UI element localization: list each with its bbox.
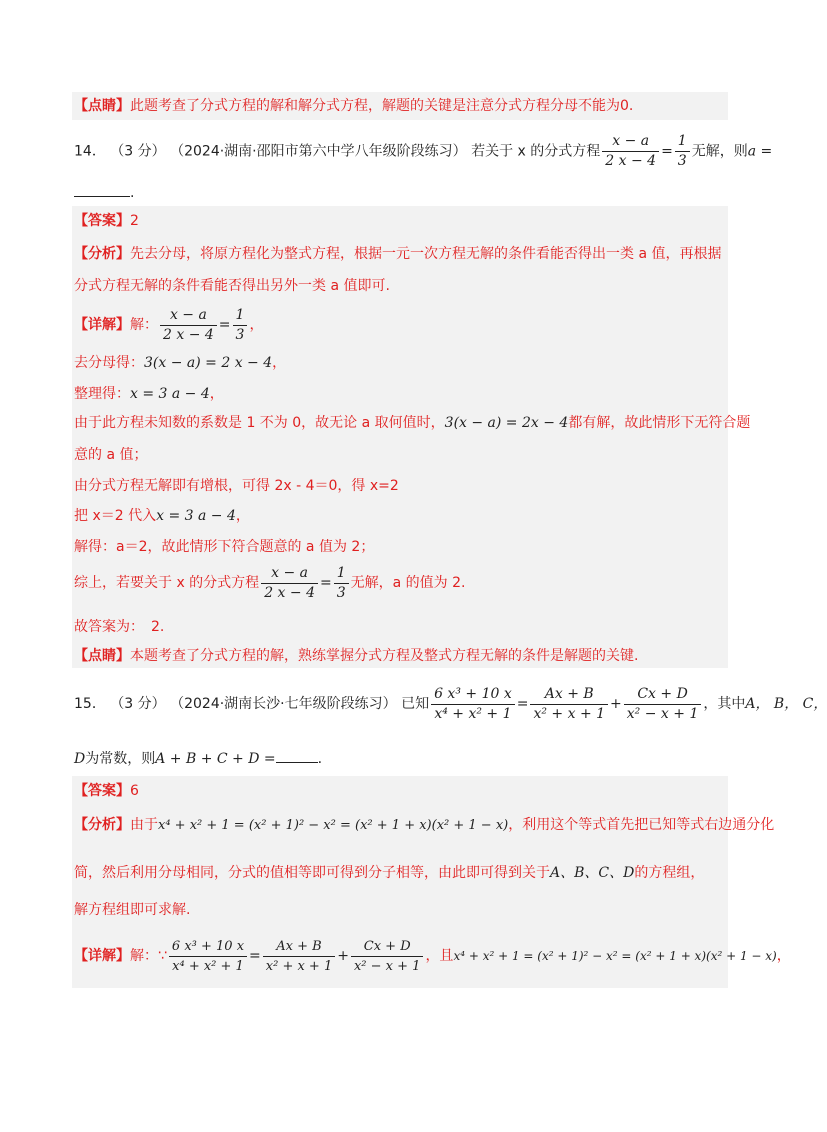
- step-text: 都有解，故此情形下无符合题: [568, 415, 751, 431]
- analysis-text: 由于: [130, 817, 158, 833]
- analysis-tag: 【分析】: [74, 246, 130, 262]
- q14-answer-line: [74, 210, 139, 232]
- q14-step2: 整理得：x = 3 a − 4，: [74, 386, 224, 402]
- q14-stem-line2: [74, 182, 134, 204]
- variables: A、B、C、D: [550, 865, 635, 881]
- q14-detail-line: 【详解】解： $\frac{x - a}{2 x - 4}$ = $\frac{1}{3}$ ，: [74, 306, 264, 343]
- comment-text: 此题考查了分式方程的解和解分式方程，解题的关键是注意分式方程分母不能为0.: [130, 98, 634, 114]
- q15-analysis-line1: [74, 812, 774, 839]
- detail-tag: 【详解】: [74, 948, 130, 964]
- analysis-text: ，利用这个等式首先把已知等式右边通分化: [508, 817, 775, 833]
- q15-answer-line: [74, 780, 139, 802]
- question-number: 15．: [74, 696, 106, 712]
- question-score: （3 分）: [110, 143, 166, 160]
- question-score: （3 分）: [110, 696, 166, 712]
- fraction-3: $\frac{Cx + D}{\text{x² − x + 1}}$: [351, 937, 423, 976]
- q14-step1: 去分母得：3(x − a) = 2 x − 4，: [74, 355, 287, 371]
- fraction-2: $\frac{Ax + B}{\text{x² + x + 1}}$: [263, 937, 335, 976]
- fraction-3: $\frac{Cx + D}{\text{x² − x + 1}}$: [624, 685, 702, 724]
- step-equation: 3(x − a) = 2 x − 4: [144, 355, 273, 371]
- q15-detail-line: 【详解】解：∵ $\frac{\text{6 x³ + 10 x}}{\text{x⁴ + x² + 1}}$ = $\frac{Ax + B}{\text{x² + x + 1}}$ + $\frac{Cx + D}{\text{x² − x + 1}}$ ，且x⁴ + x² + 1 = (x² + 1)² − x² = (x² + 1 + x)(x² + 1 − x)，: [74, 938, 791, 974]
- period: .: [130, 185, 135, 201]
- equation-fraction-lhs: $\frac{x - a}{2 x - 4}$: [160, 306, 217, 345]
- detail-intro: 解：∵: [130, 948, 167, 964]
- question-stem-text: ，其中: [703, 696, 746, 712]
- q14-conclusion: 综上，若要关于 x 的分式方程 $\frac{x - a}{2 x - 4}$ = $\frac{1}{3}$ 无解，a 的值为 2.: [74, 564, 466, 601]
- analysis-text: 先去分母，将原方程化为整式方程，根据一元一次方程无解的条件看能否得出一类 a 值，再根据: [130, 246, 722, 262]
- step-equation: 3(x − a) = 2x − 4: [444, 415, 569, 431]
- analysis-tag: 【分析】: [74, 817, 130, 833]
- step-label: 去分母得：: [74, 355, 144, 371]
- q15-stem-line2: D为常数，则A + B + C + D = .: [74, 748, 322, 770]
- q14-step3-line2: 意的 a 值；: [74, 447, 148, 463]
- equation-fraction-lhs: $\frac{x - a}{2 x - 4}$: [602, 132, 659, 171]
- q14-analysis-line1: [74, 243, 721, 265]
- answer-value: 6: [130, 783, 139, 799]
- q14-step5: 把 x＝2 代入x = 3 a − 4，: [74, 508, 250, 524]
- q15-analysis-line2: [74, 862, 704, 884]
- q14-comment: [74, 645, 638, 667]
- question-stem-text: 无解，则: [691, 143, 748, 160]
- identity-expression: x⁴ + x² + 1 = (x² + 1)² − x² = (x² + 1 + x)(x² + 1 − x): [453, 949, 777, 963]
- identity-expression: x⁴ + x² + 1 = (x² + 1)² − x² = (x² + 1 + x)(x² + 1 − x): [158, 818, 509, 833]
- q15-stem-line1: 15． （3 分） （2024·湖南长沙·七年级阶段练习） 已知 $\frac{\text{6 x³ + 10 x}}{\text{x⁴ + x² + 1}}$ = $\frac{Ax + B}{\text{x² + x + 1}}$ + $\frac{Cx + D}{\text{x² − x + 1}}$ ，其中A， B， C，: [74, 685, 827, 722]
- detail-intro: 解：: [130, 317, 158, 333]
- prev-comment-line: [74, 95, 633, 117]
- fraction-1: $\frac{\text{6 x³ + 10 x}}{\text{x⁴ + x² + 1}}$: [431, 685, 515, 724]
- step-text: 由于此方程未知数的系数是 1 不为 0，故无论 a 取何值时，: [74, 415, 445, 431]
- equation-fraction-rhs: $\frac{1}{3}$: [675, 132, 690, 171]
- step-equation: x = 3 a − 4: [130, 386, 210, 402]
- conclusion-text: 综上，若要关于 x 的分式方程: [74, 575, 260, 591]
- detail-tag: 【详解】: [74, 317, 130, 333]
- q14-final-answer: 故答案为： 2.: [74, 619, 165, 635]
- q14-step6: 解得：a＝2，故此情形下符合题意的 a 值为 2；: [74, 539, 375, 555]
- step-text: 把 x＝2 代入: [74, 508, 157, 524]
- answer-blank: [276, 748, 318, 763]
- comment-text: 本题考查了分式方程的解，熟练掌握分式方程及整式方程无解的条件是解题的关键.: [130, 648, 639, 664]
- q14-stem-line1: 14． （3 分） （2024·湖南·邵阳市第六中学八年级阶段练习） 若关于 x 的分式方程 $\frac{x - a}{2 x - 4}$ = $\frac{1}{3}$ 无解，则a =: [74, 133, 773, 169]
- analysis-text: 的方程组，: [634, 865, 705, 881]
- question-variable: a =: [747, 143, 773, 160]
- step-label: 整理得：: [74, 386, 130, 402]
- analysis-text: 简，然后利用分母相同，分式的值相等即可得到分子相等，由此即可得到关于: [74, 865, 550, 881]
- constants: A， B， C，: [745, 696, 827, 712]
- answer-tag: 【答案】: [74, 783, 130, 799]
- q14-step4: 由分式方程无解即有增根，可得 2x - 4＝0，得 x=2: [74, 478, 399, 494]
- conclusion-text: 无解，a 的值为 2.: [350, 575, 466, 591]
- answer-value: 2: [130, 213, 139, 229]
- step-equation: x = 3 a − 4: [156, 508, 236, 524]
- question-number: 14．: [74, 143, 106, 160]
- question-source: （2024·湖南长沙·七年级阶段练习）: [170, 696, 397, 712]
- question-stem-text: 若关于 x 的分式方程: [471, 143, 601, 160]
- question-source: （2024·湖南·邵阳市第六中学八年级阶段练习）: [170, 143, 467, 160]
- sum-expression: A + B + C + D =: [155, 751, 276, 767]
- fraction-2: $\frac{Ax + B}{\text{x² + x + 1}}$: [530, 685, 608, 724]
- equation-fraction-lhs: $\frac{x - a}{2 x - 4}$: [261, 564, 318, 603]
- answer-blank: [74, 182, 130, 197]
- answer-tag: 【答案】: [74, 213, 130, 229]
- q14-analysis-line2: 分式方程无解的条件看能否得出另外一类 a 值即可.: [74, 278, 390, 294]
- q15-analysis-line3: 解方程组即可求解.: [74, 902, 191, 918]
- question-stem-text: 为常数，则: [85, 751, 156, 767]
- fraction-1: $\frac{\text{6 x³ + 10 x}}{\text{x⁴ + x² + 1}}$: [169, 937, 247, 976]
- comment-tag: 【点睛】: [74, 648, 130, 664]
- comment-tag: 【点睛】: [74, 98, 130, 114]
- equation-fraction-rhs: $\frac{1}{3}$: [334, 564, 349, 603]
- question-stem-text: 已知: [401, 696, 430, 712]
- equation-fraction-rhs: $\frac{1}{3}$: [233, 306, 248, 345]
- q14-step3-line1: [74, 412, 750, 434]
